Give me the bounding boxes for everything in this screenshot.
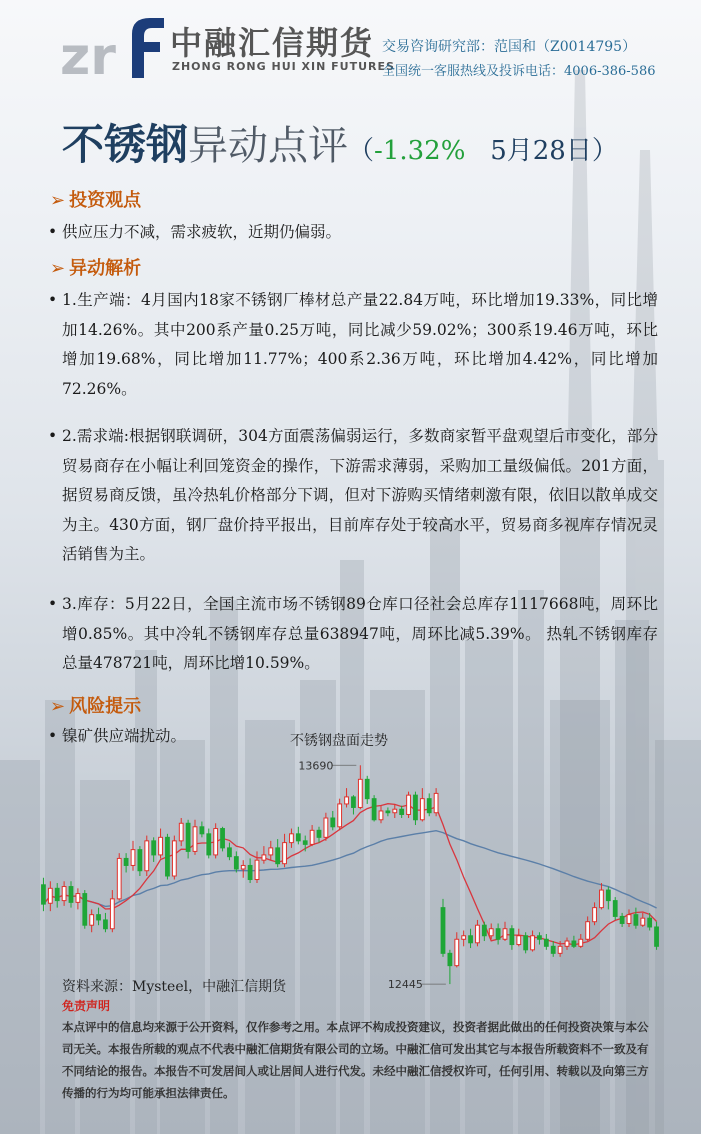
candle-body	[517, 936, 521, 945]
title-change: -1.32%	[374, 136, 466, 166]
candle-body	[186, 823, 190, 851]
candle-body	[166, 837, 170, 876]
candle-body	[420, 799, 424, 820]
candle-body	[538, 936, 542, 940]
candle-body	[427, 799, 431, 813]
low-price-label: 12445	[387, 978, 423, 992]
candle-body	[131, 850, 135, 866]
candle-body	[124, 858, 128, 865]
candle-body	[207, 834, 211, 855]
candle-body	[462, 936, 466, 940]
analysis-item-production: • 1.生产端：4月国内18家不锈钢厂棒材总产量22.84万吨，环比增加19.33%，同比增加14.26%。其中200系产量0.25万吨，同比减少59.02%；300系19.46万吨，环比增加19.68%，同比增加11.77%；400系2.36万吨，环比增加4.42%，同比增加72.26%。	[48, 291, 658, 398]
candle-body	[579, 939, 583, 946]
candle-body	[565, 941, 569, 946]
candle-body	[365, 779, 369, 798]
candle-body	[482, 925, 486, 936]
candle-body	[441, 908, 445, 954]
candle-body	[634, 915, 638, 926]
candle-body	[489, 929, 493, 936]
title-product: 不锈钢	[62, 120, 189, 169]
candle-body	[386, 811, 390, 813]
risk-text: • 镍矿供应端扰动。	[48, 727, 187, 745]
candle-body	[331, 818, 335, 827]
candle-body	[655, 927, 659, 946]
candle-body	[345, 797, 349, 804]
candle-body	[110, 899, 114, 929]
candle-body	[496, 929, 500, 940]
candle-body	[214, 829, 218, 855]
candle-body	[455, 939, 459, 965]
candle-body	[606, 890, 610, 901]
candle-body	[55, 888, 59, 900]
candle-body	[234, 857, 238, 869]
candle-body	[48, 888, 52, 903]
candle-body	[593, 908, 597, 922]
candle-body	[510, 929, 514, 945]
candle-body	[352, 797, 356, 808]
candle-body	[200, 827, 204, 834]
arrow-icon: ➢	[50, 258, 66, 279]
chart-title: 不锈钢盘面走势	[290, 733, 388, 749]
candle-body	[372, 799, 376, 820]
title-date: 5月28日	[490, 136, 592, 166]
candle-body	[600, 890, 604, 908]
title-paren-close: ）	[591, 136, 618, 166]
candle-body	[152, 841, 156, 855]
section-investment-view: ➢ 投资观点	[50, 190, 142, 211]
candle-body	[62, 887, 66, 901]
candle-body	[296, 834, 300, 841]
candle-body	[641, 918, 645, 925]
company-name-en: ZHONG RONG HUI XIN FUTURES	[172, 60, 395, 73]
ma-short-line	[43, 804, 656, 945]
candle-body	[586, 922, 590, 940]
high-price-label: 13690	[298, 759, 334, 773]
company-name-cn: 中融汇信期货	[170, 24, 375, 62]
candle-body	[172, 841, 176, 876]
candle-body	[290, 834, 294, 843]
disclaimer-title: 免责声明	[62, 999, 111, 1013]
candle-body	[69, 887, 73, 903]
candle-body	[524, 936, 528, 950]
candle-body	[221, 829, 225, 848]
arrow-icon: ➢	[50, 190, 66, 211]
candle-body	[42, 885, 46, 904]
candle-body	[620, 916, 624, 923]
candle-body	[241, 865, 245, 869]
candle-body	[648, 918, 652, 927]
company-logo-mark	[60, 14, 170, 80]
title-paren-open: （	[348, 136, 375, 166]
candle-body	[179, 823, 183, 841]
candle-body	[613, 901, 617, 917]
candle-body	[255, 860, 259, 879]
candle-body	[159, 837, 163, 855]
contact-hotline: 全国统一客服热线及投诉电话：4006-386-586	[382, 64, 656, 79]
candle-body	[145, 841, 149, 871]
candle-body	[448, 953, 452, 965]
candle-body	[338, 804, 342, 827]
candle-body	[324, 818, 328, 837]
svg-text:zr: zr	[60, 27, 116, 80]
candle-body	[248, 865, 252, 879]
candle-body	[393, 809, 397, 813]
candle-body	[503, 929, 507, 940]
candle-body	[558, 946, 562, 953]
candle-body	[269, 848, 273, 855]
candle-body	[317, 830, 321, 837]
candle-body	[283, 843, 287, 864]
candle-body	[104, 920, 108, 929]
candle-body	[572, 941, 576, 946]
candle-body	[276, 848, 280, 864]
investment-view-text: • 供应压力不减，需求疲软，近期仍偏弱。	[48, 223, 342, 241]
analysis-item-demand: • 2.需求端:根据钢联调研，304方面震荡偏弱运行，多数商家暂平盘观望后市变化，部分贸易商存在小幅让利回笼资金的操作，下游需求薄弱，采购加工量级偏低。201方面，据贸易商反馈，虽冷热轧价格部分下调，但对下游购买情绪刺激有限，依旧以散单成交为主。430方面，钢厂盘价持平报出，目前库存处于较高水平，贸易商多视库存情况灵活销售为主。	[48, 427, 658, 563]
candle-body	[83, 894, 87, 926]
page-title	[62, 112, 618, 172]
candle-body	[262, 855, 266, 860]
candle-body	[97, 915, 101, 920]
analysis-item-inventory: • 3.库存：5月22日，全国主流市场不锈钢89仓库口径社会总库存1117668吨，周环比增0.85%。其中冷轧不锈钢库存总量638947吨，周环比减5.39%。 热轧不锈钢库存总量478721吨，周环比增10.59%。	[48, 595, 658, 672]
title-type: 异动点评	[188, 123, 349, 169]
candle-body	[303, 841, 307, 845]
data-source: 资料来源：Mysteel，中融汇信期货	[62, 979, 287, 995]
candle-body	[138, 850, 142, 871]
arrow-icon: ➢	[50, 696, 66, 717]
header	[0, 0, 701, 92]
candle-body	[414, 795, 418, 820]
candle-body	[76, 894, 80, 903]
disclaimer-text: 本点评中的信息均来源于公开资料，仅作参考之用。本点评不构成投资建议，投资者据此做出的任何投资决策与本公司无关。本报告所载的观点不代表中融汇信期货有限公司的立场。中融汇信可发出其它与本报告所载资料不一致及有不同结论的报告。本报告不可发居间人或让居间人进行代发。未经中融汇信授权许可，任何引用、转载以及向第三方传播的行为均可能承担法律责任。	[62, 1020, 649, 1100]
candle-body	[476, 925, 480, 943]
candle-body	[531, 936, 535, 950]
ma-long-line	[43, 831, 656, 908]
candle-body	[228, 848, 232, 857]
candle-body	[379, 811, 383, 820]
candle-body	[310, 830, 314, 844]
candle-body	[469, 936, 473, 943]
candle-body	[193, 827, 197, 852]
section-risk: ➢ 风险提示	[50, 696, 142, 717]
candle-body	[358, 779, 362, 807]
section-analysis: ➢ 异动解析	[50, 258, 142, 279]
candle-body	[400, 809, 404, 814]
candle-body	[407, 795, 411, 814]
candle-body	[117, 858, 121, 898]
candle-body	[544, 939, 548, 946]
candle-body	[627, 915, 631, 924]
candle-body	[90, 915, 94, 926]
candlestick-chart	[38, 752, 668, 1002]
contact-researcher: 交易咨询研究部：范国和（Z0014795）	[382, 39, 637, 55]
candle-body	[551, 946, 555, 953]
candle-body	[434, 793, 438, 812]
